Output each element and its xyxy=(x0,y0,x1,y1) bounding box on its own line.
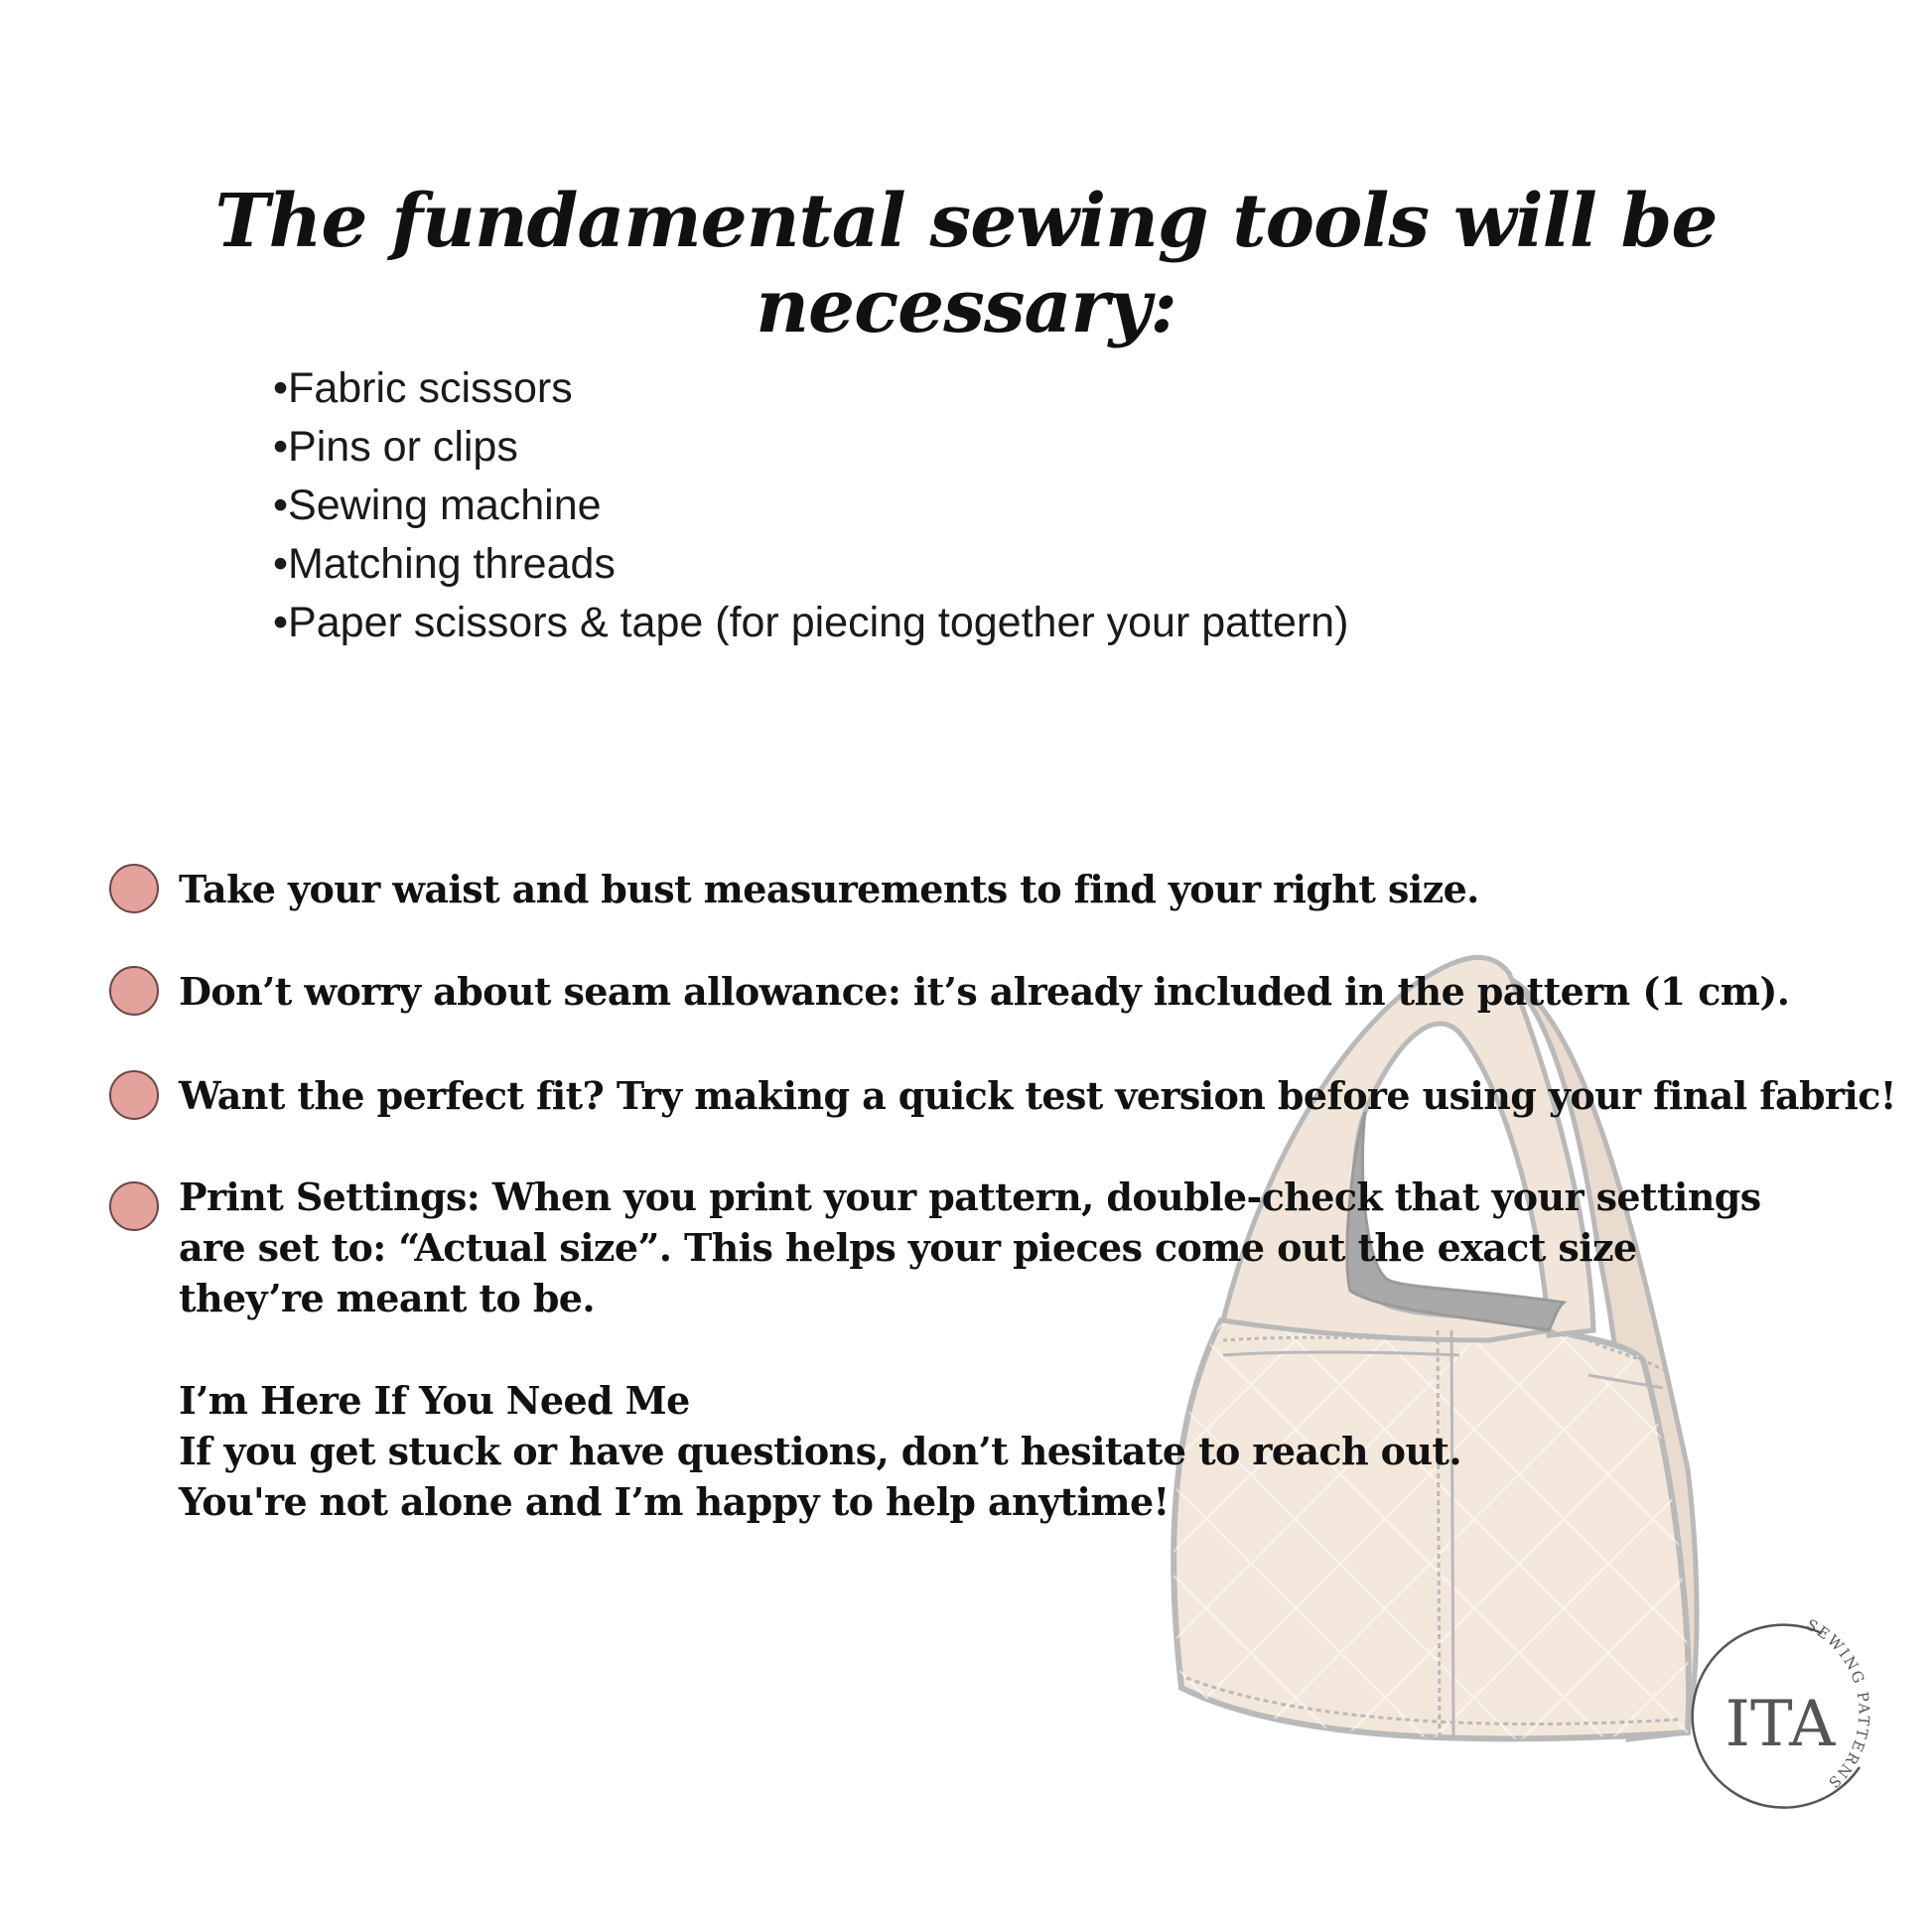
tip-print-line: Print Settings: When you print your pattern, double-check that your settings xyxy=(179,1174,1761,1219)
bullet-dot-icon xyxy=(109,1070,159,1120)
tip-print-line: they’re meant to be. xyxy=(179,1276,596,1320)
bullet-dot-icon xyxy=(109,966,159,1016)
tool-item: •Matching threads xyxy=(273,540,616,588)
tip-seam-allowance: Don’t worry about seam allowance: it’s already included in the pattern (1 cm). xyxy=(179,969,1790,1014)
tip-measurements: Take your waist and bust measurements to find your right size. xyxy=(179,867,1479,911)
page-title: The fundamental sewing tools will be necessary: xyxy=(214,179,1718,349)
bullet-dot-icon xyxy=(109,1181,159,1231)
tool-item: •Sewing machine xyxy=(273,482,602,529)
tool-item: •Paper scissors & tape (for piecing together your pattern) xyxy=(273,599,1349,646)
support-line: If you get stuck or have questions, don’t hesitate to reach out. xyxy=(179,1429,1461,1473)
tip-print-settings xyxy=(179,1172,1761,1323)
logo-initials: ITA xyxy=(1725,1688,1836,1761)
tip-perfect-fit: Want the perfect fit? Try making a quick test version before using your final fabric! xyxy=(179,1073,1896,1118)
tool-item: •Pins or clips xyxy=(273,423,518,471)
bullet-dot-icon xyxy=(109,864,159,913)
logo-ring-text: SEWING PATTERNS xyxy=(1803,1615,1873,1793)
support-block xyxy=(179,1375,1461,1527)
brand-logo xyxy=(1663,1598,1891,1827)
support-line: You're not alone and I’m happy to help anytime! xyxy=(179,1479,1170,1524)
tool-item: •Fabric scissors xyxy=(273,364,573,412)
support-heading: I’m Here If You Need Me xyxy=(179,1378,690,1423)
tip-print-line: are set to: “Actual size”. This helps your pieces come out the exact size xyxy=(179,1225,1637,1270)
